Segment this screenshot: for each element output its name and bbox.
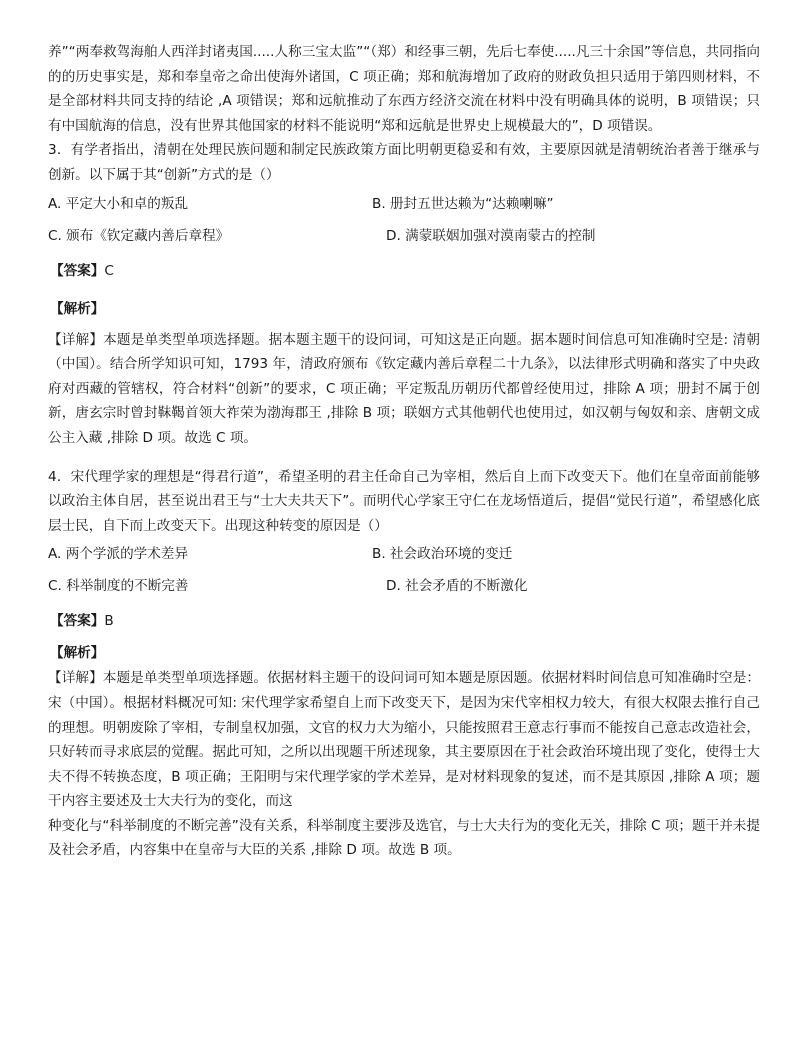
question-3-detail: 【详解】本题是单类型单项选择题。据本题主题干的设问词，可知这是正向题。据本题时间信息可知准确时空是: 清朝（中国）。结合所学知识可知，1793 年，清政府颁布《钦定藏内善后章程二十九条》，以法律形式明确和落实了中央政府对西藏的管辖权，符合材料“创新”的要求，C 项正确；平定叛乱历朝历代都曾经使用过，排除 A 项；册封不属于创新，唐玄宗时曾封靺鞨首领大祚荣为渤海郡王 ,排除 B 项；联姻方式其他朝代也使用过，如汉朝与匈奴和亲、唐朝文成公主入藏 ,排除 D 项。故选 C 项。 xyxy=(48,331,760,446)
question-4-option-b: B. 社会政治环境的变迁 xyxy=(372,546,513,563)
document-page xyxy=(48,40,760,863)
question-4-option-c: C. 科举制度的不断完善 xyxy=(48,578,189,595)
question-3-option-b: B. 册封五世达赖为“达赖喇嘛” xyxy=(372,195,554,212)
answer-value: B xyxy=(104,613,114,630)
analysis-label: 【解析】 xyxy=(50,645,105,662)
answer-label: 【答案】 xyxy=(50,613,105,630)
question-4-detail-continued: 种变化与“科举制度的不断完善”没有关系，科举制度主要涉及选官，与士大夫行为的变化无关，排除 C 项；题干并未提及社会矛盾，内容集中在皇帝与大臣的关系 ,排除 D 项。故选 B 项。 xyxy=(48,817,760,859)
question-4-option-d: D. 社会矛盾的不断激化 xyxy=(386,578,528,595)
question-3-options xyxy=(48,188,760,252)
analysis-label: 【解析】 xyxy=(50,300,105,317)
question-3-option-a: A. 平定大小和卓的叛乱 xyxy=(48,195,189,212)
question-4-stem: 4．宋代理学家的理想是“得君行道”，希望圣明的君主任命自己为宰相，然后自上而下改变天下。他们在皇帝面前能够以政治主体自居，甚至说出君王与“士大夫共天下”。而明代心学家王守仁在龙场悟道后，提倡“觉民行道”，希望感化底层士民，自下而上改变天下。出现这种转变的原因是（） xyxy=(48,468,760,534)
question-3-stem: 3．有学者指出，清朝在处理民族问题和制定民族政策方面比明朝更稳妥和有效，主要原因就是清朝统治者善于继承与创新。以下属于其“创新”方式的是（） xyxy=(48,142,760,183)
question-3-option-d: D. 满蒙联姻加强对漠南蒙古的控制 xyxy=(386,227,596,244)
intro-paragraph: 养”“两奉救驾海舶人西洋封诸夷国.....人称三宝太监”“（郑）和经事三朝，先后七奉使.....凡三十余国”等信息，共同指向的的历史事实是，郑和奉皇帝之命出使海外诸国，C 项正确；郑和航海增加了政府的财政负担只适用于第四则材料，不是全部材料共同支持的结论 ,A 项错误；郑和远航推动了东西方经济交流在材料中没有明确具体的说明，B 项错误；只有中国航海的信息，没有世界其他国家的材料不能说明“郑和远航是世界史上规模最大的”，D 项错误。 xyxy=(48,44,760,134)
question-3-option-c: C. 颁布《钦定藏内善后章程》 xyxy=(48,227,230,244)
question-4-option-a: A. 两个学派的学术差异 xyxy=(48,546,189,563)
question-4-options xyxy=(48,538,760,602)
answer-label: 【答案】 xyxy=(50,262,105,279)
answer-value: C xyxy=(104,262,114,279)
question-4-answer xyxy=(48,602,760,640)
question-3-answer xyxy=(48,252,760,290)
question-3-analysis-label xyxy=(48,290,760,328)
question-4-analysis-label xyxy=(48,640,760,666)
question-4-detail: 【详解】本题是单类型单项选择题。依据材料主题干的设问词可知本题是原因题。依据材料时间信息可知准确时空是：宋（中国）。根据材料概况可知: 宋代理学家希望自上而下改变天下，是因为宋代宰相权力较大，有很大权限去推行自己的理想。明朝废除了宰相，专制皇权加强，文官的权力大为缩小，只能按照君王意志行事而不能按自己意志改造社会，只好转而寻求底层的觉醒。据此可知，之所以出现题干所述现象，其主要原因在于社会政治环境出现了变化，使得士大夫不得不转换态度，B 项正确；王阳明与宋代理学家的学术差异，是对材料现象的复述，而不是其原因 ,排除 A 项；题干内容主要述及士大夫行为的变化，而这 xyxy=(48,670,760,810)
